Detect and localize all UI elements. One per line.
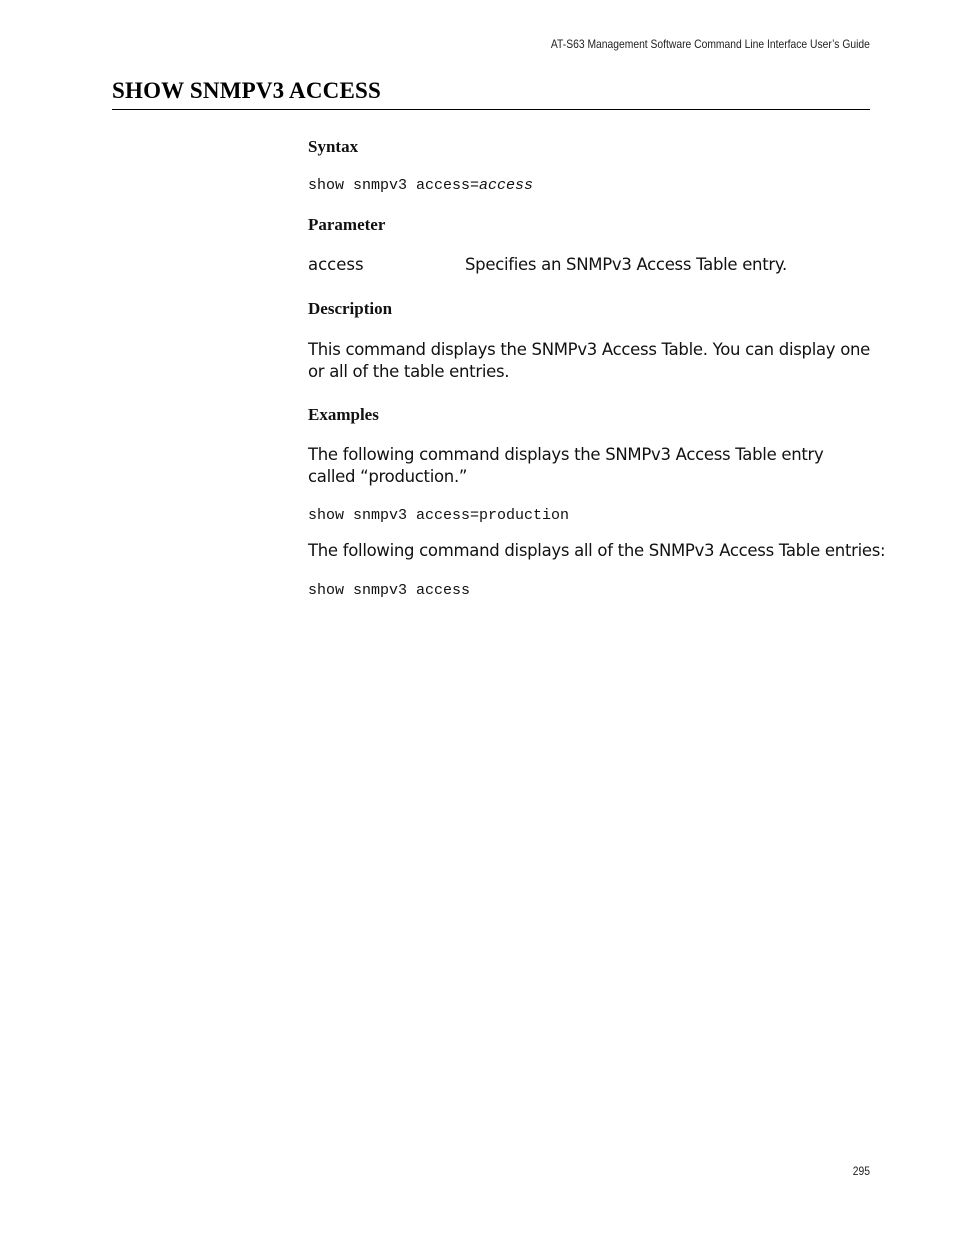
parameter-name: access <box>308 255 364 274</box>
title-rule <box>112 109 870 110</box>
example-code-2: show snmpv3 access <box>308 582 471 599</box>
syntax-command-prefix: show snmpv3 access= <box>308 177 480 194</box>
syntax-command <box>308 177 533 194</box>
example-intro-1: The following command displays the SNMPv3 Access Table entry called “production.” <box>308 445 824 486</box>
page-number: 295 <box>852 1164 870 1178</box>
page-title: SHOW SNMPV3 ACCESS <box>112 78 382 103</box>
parameter-heading: Parameter <box>308 215 386 234</box>
examples-heading: Examples <box>308 405 379 424</box>
syntax-command-param: access <box>479 177 534 194</box>
running-header: AT-S63 Management Software Command Line Interface User’s Guide <box>551 37 870 51</box>
description-heading: Description <box>308 299 393 318</box>
example-code-1: show snmpv3 access=production <box>308 507 570 524</box>
parameter-description: Specifies an SNMPv3 Access Table entry. <box>465 255 787 274</box>
syntax-heading: Syntax <box>308 137 359 156</box>
example-intro-2: The following command displays all of the SNMPv3 Access Table entries: <box>308 541 886 560</box>
description-text: This command displays the SNMPv3 Access Table. You can display one or all of the table entries. <box>308 340 871 381</box>
